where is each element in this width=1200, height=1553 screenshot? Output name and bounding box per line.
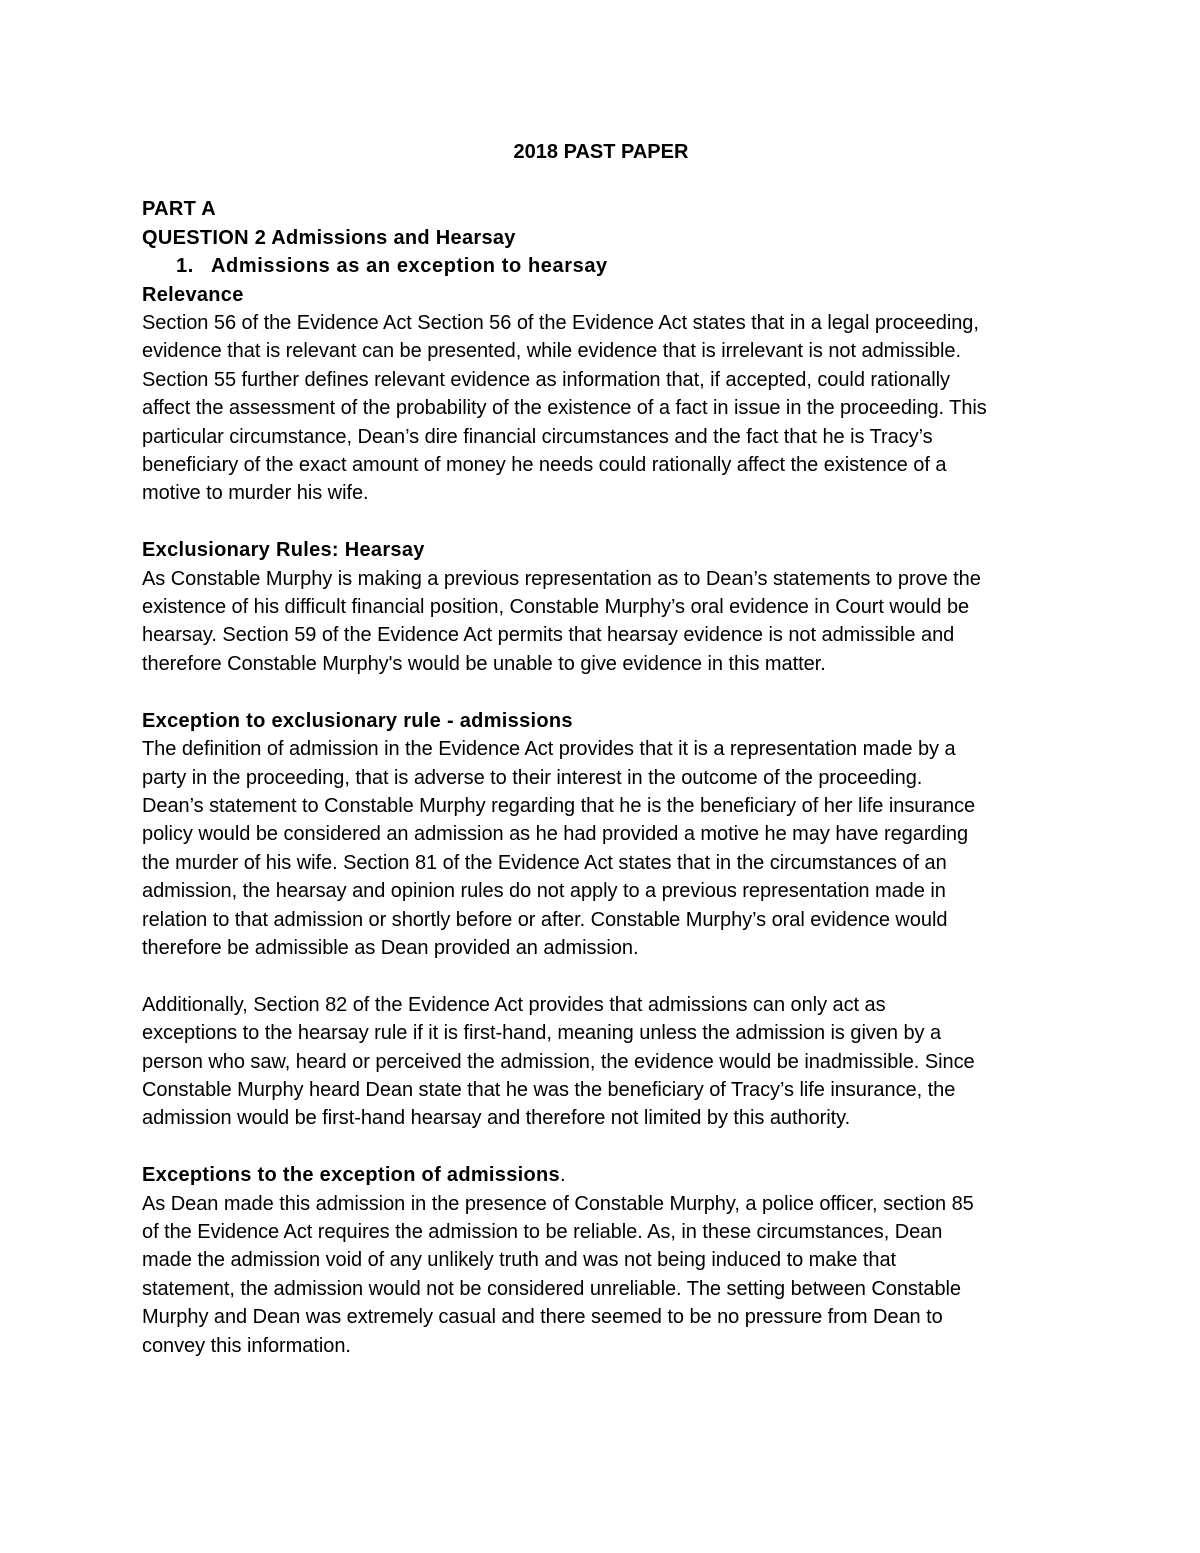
list-item-text: Admissions as an exception to hearsay [211, 255, 608, 278]
section-body-relevance [142, 309, 1072, 508]
list-item-number: 1. [176, 255, 194, 278]
text-line: policy would be considered an admission as he had provided a motive he may have regarding [142, 823, 969, 846]
text-line: made the admission void of any unlikely truth and was not being induced to make that [142, 1249, 897, 1272]
text-line: As Dean made this admission in the presence of Constable Murphy, a police officer, section 85 [142, 1192, 974, 1215]
document-page [142, 138, 1072, 1360]
section-body-exclusionary-rules [142, 565, 1072, 679]
paragraph-spacer [142, 1133, 1072, 1161]
section-body-section-82 [142, 991, 1072, 1133]
section-heading-exclusionary-rules: Exclusionary Rules: Hearsay [142, 539, 425, 562]
text-line: admission would be first-hand hearsay and therefore not limited by this authority. [142, 1107, 851, 1130]
text-line: Additionally, Section 82 of the Evidence Act provides that admissions can only act as [142, 993, 886, 1016]
text-line: existence of his difficult financial position, Constable Murphy’s oral evidence in Court would be [142, 596, 970, 619]
text-line: person who saw, heard or perceived the admission, the evidence would be inadmissible. Since [142, 1050, 975, 1073]
numbered-list-item [142, 252, 1072, 280]
text-line: statement, the admission would not be considered unreliable. The setting between Constable [142, 1277, 961, 1300]
heading-suffix: . [559, 1164, 566, 1187]
paragraph-spacer [142, 962, 1072, 990]
text-line: the murder of his wife. Section 81 of the Evidence Act states that in the circumstances of an [142, 851, 947, 874]
text-line: hearsay. Section 59 of the Evidence Act permits that hearsay evidence is not admissible and [142, 624, 955, 647]
paragraph-spacer [142, 678, 1072, 706]
part-heading: PART A [142, 198, 217, 221]
text-line: Dean’s statement to Constable Murphy regarding that he is the beneficiary of her life insurance [142, 794, 976, 817]
section-heading-relevance: Relevance [142, 283, 244, 306]
text-line: The definition of admission in the Evidence Act provides that it is a representation made by a [142, 738, 956, 761]
heading-text: Exceptions to the exception of admissions [142, 1164, 560, 1187]
text-line: relation to that admission or shortly before or after. Constable Murphy’s oral evidence would [142, 908, 948, 931]
text-line: party in the proceeding, that is adverse to their interest in the outcome of the proceeding. [142, 766, 923, 789]
section-heading-exceptions-to-exception [142, 1161, 1072, 1189]
text-line: affect the assessment of the probability of the existence of a fact in issue in the proceeding. This [142, 397, 987, 420]
paragraph-spacer [142, 508, 1072, 536]
text-line: admission, the hearsay and opinion rules do not apply to a previous representation made in [142, 880, 946, 903]
text-line: motive to murder his wife. [142, 482, 369, 505]
text-line: evidence that is relevant can be presented, while evidence that is irrelevant is not admissible. [142, 340, 961, 363]
text-line: exceptions to the hearsay rule if it is first-hand, meaning unless the admission is given by a [142, 1022, 942, 1045]
section-heading-exception-admissions: Exception to exclusionary rule - admissions [142, 709, 573, 732]
text-line: Constable Murphy heard Dean state that he was the beneficiary of Tracy’s life insurance, the [142, 1078, 956, 1101]
text-line: convey this information. [142, 1334, 351, 1357]
text-line: of the Evidence Act requires the admission to be reliable. As, in these circumstances, Dean [142, 1220, 943, 1243]
text-line: As Constable Murphy is making a previous representation as to Dean’s statements to prove the [142, 567, 981, 590]
question-heading: QUESTION 2 Admissions and Hearsay [142, 226, 516, 249]
text-line: Murphy and Dean was extremely casual and there seemed to be no pressure from Dean to [142, 1306, 943, 1329]
section-body-exception-admissions [142, 735, 1072, 962]
text-line: therefore Constable Murphy's would be unable to give evidence in this matter. [142, 652, 826, 675]
text-line: particular circumstance, Dean’s dire financial circumstances and the fact that he is Tracy’s [142, 425, 933, 448]
section-body-exceptions-to-exception [142, 1190, 1072, 1360]
text-line: Section 55 further defines relevant evidence as information that, if accepted, could rationally [142, 368, 950, 391]
text-line: therefore be admissible as Dean provided an admission. [142, 936, 639, 959]
document-title: 2018 PAST PAPER [513, 141, 689, 163]
text-line: beneficiary of the exact amount of money he needs could rationally affect the existence of a [142, 454, 947, 477]
text-line: Section 56 of the Evidence Act Section 56 of the Evidence Act states that in a legal proceeding, [142, 312, 979, 335]
